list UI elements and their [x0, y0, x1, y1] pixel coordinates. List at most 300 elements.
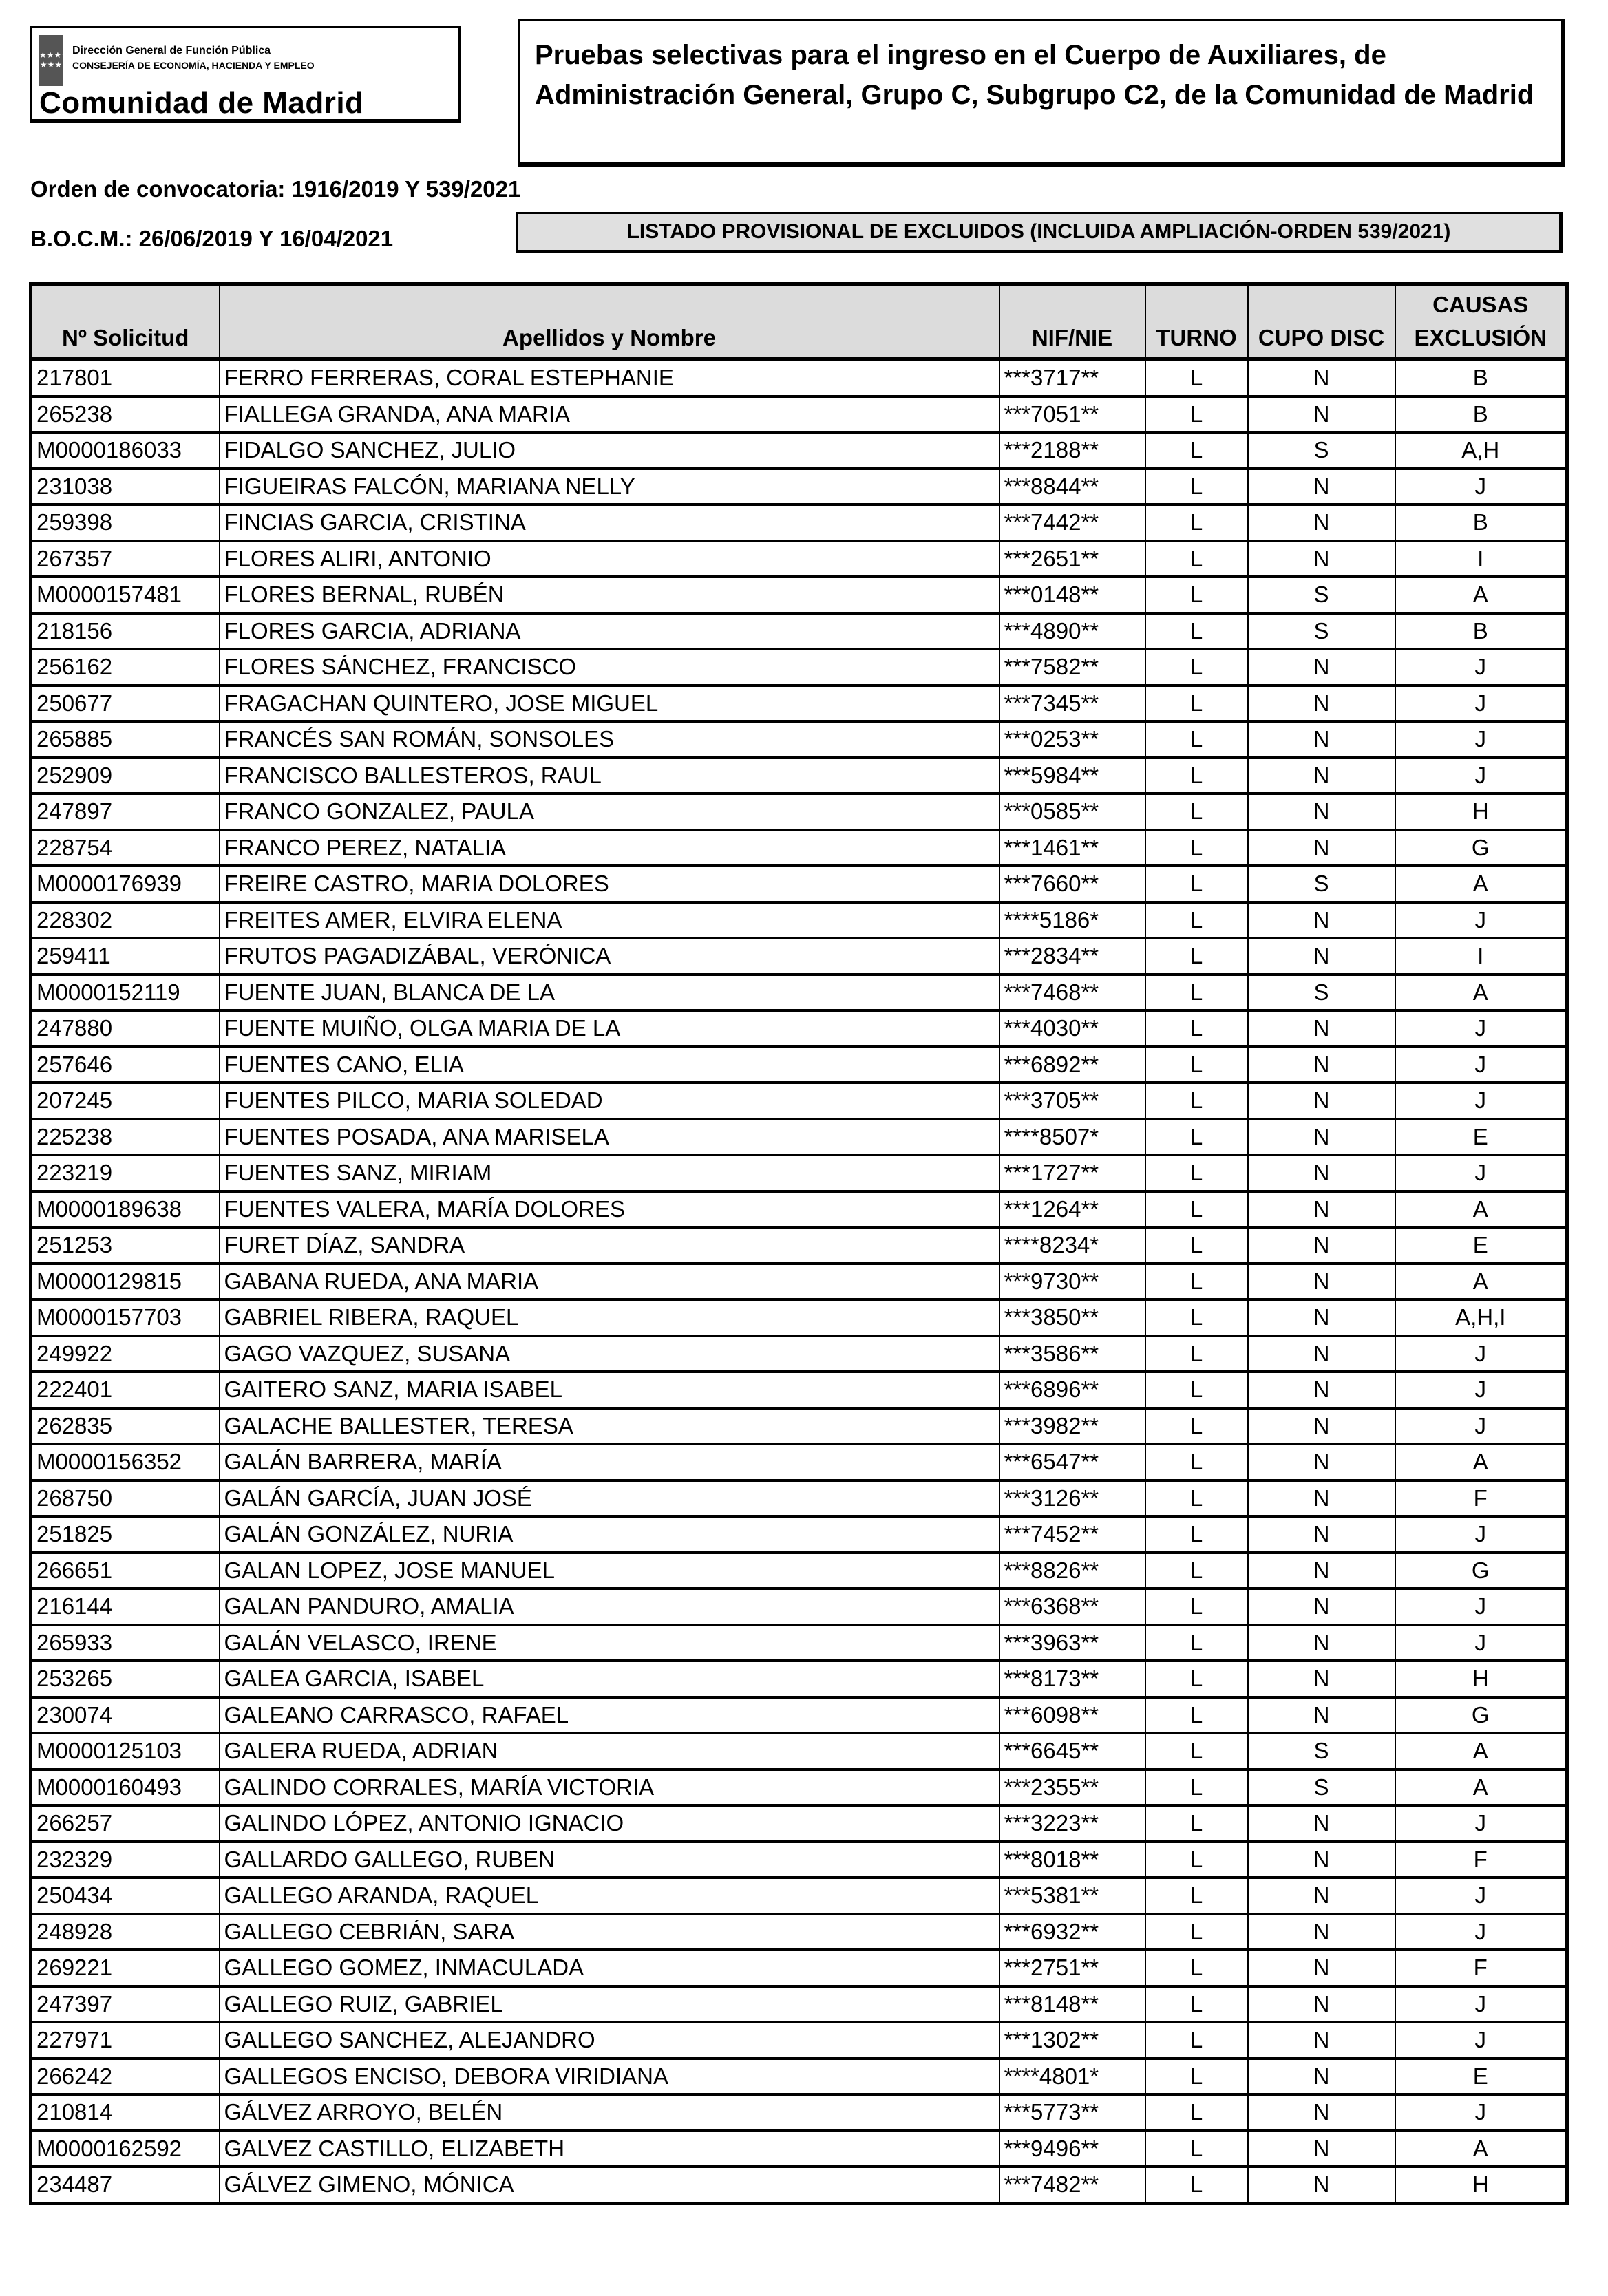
table-row	[31, 1697, 1567, 1734]
table-row	[31, 1047, 1567, 1083]
table-row	[31, 1119, 1567, 1156]
header-nombre: Apellidos y Nombre	[220, 284, 999, 360]
cell-nombre: FRANCO GONZALEZ, PAULA	[220, 794, 999, 830]
table-row	[31, 613, 1567, 650]
cell-turno: L	[1145, 2094, 1248, 2131]
cell-nombre: GALÁN GARCÍA, JUAN JOSÉ	[220, 1480, 999, 1517]
cell-solicitud: 259411	[31, 938, 220, 975]
cell-cupo-disc: N	[1248, 830, 1395, 867]
cell-nombre: FERRO FERRERAS, CORAL ESTEPHANIE	[220, 359, 999, 396]
cell-turno: L	[1145, 866, 1248, 902]
cell-solicitud: 217801	[31, 359, 220, 396]
cell-turno: L	[1145, 1408, 1248, 1445]
cell-causas: J	[1395, 1588, 1567, 1625]
cell-nombre: FUENTES PILCO, MARIA SOLEDAD	[220, 1083, 999, 1119]
cell-solicitud: 266242	[31, 2059, 220, 2095]
table-row	[31, 2059, 1567, 2095]
cell-solicitud: 266257	[31, 1805, 220, 1842]
cell-causas: H	[1395, 794, 1567, 830]
table-row	[31, 1264, 1567, 1300]
table-row	[31, 469, 1567, 505]
cell-nif: ***6932**	[999, 1914, 1145, 1950]
cell-turno: L	[1145, 2167, 1248, 2203]
table-row	[31, 721, 1567, 758]
cell-causas: A	[1395, 975, 1567, 1011]
cell-solicitud: 248928	[31, 1914, 220, 1950]
cell-turno: L	[1145, 613, 1248, 650]
table-row	[31, 830, 1567, 867]
table-row	[31, 1805, 1567, 1842]
table-row	[31, 1588, 1567, 1625]
cell-solicitud: 234487	[31, 2167, 220, 2203]
cell-nif: ***8018**	[999, 1842, 1145, 1878]
cell-solicitud: 267357	[31, 541, 220, 577]
table-row	[31, 1950, 1567, 1986]
cell-solicitud: 265885	[31, 721, 220, 758]
cell-solicitud: M0000186033	[31, 432, 220, 469]
cell-causas: J	[1395, 1805, 1567, 1842]
cell-turno: L	[1145, 2131, 1248, 2167]
cell-causas: G	[1395, 1697, 1567, 1734]
logo-directorate: Dirección General de Función Pública	[72, 45, 271, 56]
cell-nif: ***8148**	[999, 1986, 1145, 2023]
cell-solicitud: 216144	[31, 1588, 220, 1625]
cell-solicitud: 250434	[31, 1878, 220, 1914]
cell-turno: L	[1145, 938, 1248, 975]
cell-solicitud: 262835	[31, 1408, 220, 1445]
cell-causas: A	[1395, 2131, 1567, 2167]
cell-causas: J	[1395, 1914, 1567, 1950]
cell-turno: L	[1145, 1733, 1248, 1769]
cell-turno: L	[1145, 1444, 1248, 1480]
cell-cupo-disc: N	[1248, 758, 1395, 794]
cell-nif: ***0585**	[999, 794, 1145, 830]
cell-nif: ***2188**	[999, 432, 1145, 469]
cell-causas: H	[1395, 2167, 1567, 2203]
cell-causas: B	[1395, 396, 1567, 433]
cell-causas: I	[1395, 938, 1567, 975]
table-row	[31, 975, 1567, 1011]
cell-nif: ****8507*	[999, 1119, 1145, 1156]
cell-nombre: FRANCO PEREZ, NATALIA	[220, 830, 999, 867]
table-row	[31, 1227, 1567, 1264]
cell-cupo-disc: N	[1248, 1047, 1395, 1083]
cell-cupo-disc: N	[1248, 649, 1395, 685]
cell-cupo-disc: N	[1248, 794, 1395, 830]
cell-causas: J	[1395, 1878, 1567, 1914]
cell-causas: J	[1395, 649, 1567, 685]
cell-cupo-disc: N	[1248, 2167, 1395, 2203]
cell-nombre: FUENTES POSADA, ANA MARISELA	[220, 1119, 999, 1156]
cell-causas: A	[1395, 1733, 1567, 1769]
table-row	[31, 758, 1567, 794]
table-row	[31, 1191, 1567, 1228]
cell-solicitud: M0000125103	[31, 1733, 220, 1769]
cell-solicitud: 232329	[31, 1842, 220, 1878]
cell-causas: E	[1395, 2059, 1567, 2095]
table-row	[31, 541, 1567, 577]
cell-nombre: GALERA RUEDA, ADRIAN	[220, 1733, 999, 1769]
cell-turno: L	[1145, 758, 1248, 794]
cell-solicitud: 268750	[31, 1480, 220, 1517]
cell-causas: J	[1395, 758, 1567, 794]
cell-cupo-disc: N	[1248, 1299, 1395, 1336]
cell-cupo-disc: N	[1248, 2131, 1395, 2167]
cell-solicitud: 250677	[31, 685, 220, 722]
cell-solicitud: 228754	[31, 830, 220, 867]
cell-nif: ***6645**	[999, 1733, 1145, 1769]
header-solicitud: Nº Solicitud	[31, 284, 220, 360]
cell-causas: H	[1395, 1661, 1567, 1697]
cell-nif: ***7660**	[999, 866, 1145, 902]
cell-cupo-disc: N	[1248, 1914, 1395, 1950]
cell-nif: ***3850**	[999, 1299, 1145, 1336]
cell-nombre: FLORES BERNAL, RUBÉN	[220, 577, 999, 613]
table-row	[31, 1553, 1567, 1589]
cell-nombre: GALÁN VELASCO, IRENE	[220, 1625, 999, 1661]
table-row	[31, 1914, 1567, 1950]
cell-nombre: GALINDO CORRALES, MARÍA VICTORIA	[220, 1769, 999, 1806]
cell-nombre: GALLEGO ARANDA, RAQUEL	[220, 1878, 999, 1914]
cell-nif: ***7482**	[999, 2167, 1145, 2203]
cell-solicitud: 247397	[31, 1986, 220, 2023]
cell-cupo-disc: N	[1248, 1408, 1395, 1445]
cell-turno: L	[1145, 2022, 1248, 2059]
cell-causas: A,H,I	[1395, 1299, 1567, 1336]
cell-turno: L	[1145, 685, 1248, 722]
table-row	[31, 1878, 1567, 1914]
cell-cupo-disc: N	[1248, 1588, 1395, 1625]
cell-nombre: FRAGACHAN QUINTERO, JOSE MIGUEL	[220, 685, 999, 722]
cell-cupo-disc: N	[1248, 938, 1395, 975]
cell-nombre: FRUTOS PAGADIZÁBAL, VERÓNICA	[220, 938, 999, 975]
cell-nif: ***7452**	[999, 1516, 1145, 1553]
cell-causas: I	[1395, 541, 1567, 577]
cell-causas: A	[1395, 1444, 1567, 1480]
cell-causas: J	[1395, 1155, 1567, 1191]
cell-nombre: GAITERO SANZ, MARIA ISABEL	[220, 1372, 999, 1408]
cell-nombre: FUENTE MUIÑO, OLGA MARIA DE LA	[220, 1010, 999, 1047]
cell-nif: ***7051**	[999, 396, 1145, 433]
cell-turno: L	[1145, 1950, 1248, 1986]
cell-cupo-disc: N	[1248, 504, 1395, 541]
cell-nif: ****5186*	[999, 902, 1145, 939]
cell-turno: L	[1145, 1155, 1248, 1191]
cell-solicitud: M0000189638	[31, 1191, 220, 1228]
cell-causas: A	[1395, 577, 1567, 613]
cell-solicitud: M0000162592	[31, 2131, 220, 2167]
cell-cupo-disc: N	[1248, 1264, 1395, 1300]
cell-nif: ***1461**	[999, 830, 1145, 867]
cell-solicitud: M0000156352	[31, 1444, 220, 1480]
cell-causas: G	[1395, 1553, 1567, 1589]
cell-turno: L	[1145, 1083, 1248, 1119]
cell-turno: L	[1145, 1227, 1248, 1264]
cell-nombre: FIGUEIRAS FALCÓN, MARIANA NELLY	[220, 469, 999, 505]
cell-causas: J	[1395, 2094, 1567, 2131]
cell-causas: B	[1395, 359, 1567, 396]
cell-nombre: GALLEGO SANCHEZ, ALEJANDRO	[220, 2022, 999, 2059]
cell-solicitud: 253265	[31, 1661, 220, 1697]
cell-cupo-disc: N	[1248, 1480, 1395, 1517]
table-row	[31, 1842, 1567, 1878]
cell-nombre: GALLEGO GOMEZ, INMACULADA	[220, 1950, 999, 1986]
table-row	[31, 794, 1567, 830]
table-row	[31, 1372, 1567, 1408]
table-row	[31, 1661, 1567, 1697]
cell-nombre: FRANCISCO BALLESTEROS, RAUL	[220, 758, 999, 794]
table-row	[31, 1299, 1567, 1336]
cell-nif: ***3982**	[999, 1408, 1145, 1445]
cell-nif: ***3126**	[999, 1480, 1145, 1517]
cell-cupo-disc: N	[1248, 1336, 1395, 1372]
cell-nif: ****8234*	[999, 1227, 1145, 1264]
cell-cupo-disc: N	[1248, 685, 1395, 722]
cell-nombre: GALVEZ CASTILLO, ELIZABETH	[220, 2131, 999, 2167]
cell-solicitud: 256162	[31, 649, 220, 685]
cell-causas: A	[1395, 1769, 1567, 1806]
cell-cupo-disc: N	[1248, 1227, 1395, 1264]
cell-solicitud: M0000129815	[31, 1264, 220, 1300]
cell-turno: L	[1145, 1047, 1248, 1083]
table-row	[31, 396, 1567, 433]
cell-cupo-disc: N	[1248, 1878, 1395, 1914]
cell-solicitud: 269221	[31, 1950, 220, 1986]
orden-convocatoria: Orden de convocatoria: 1916/2019 Y 539/2021	[30, 176, 521, 202]
table-row	[31, 1986, 1567, 2023]
table-row	[31, 938, 1567, 975]
cell-solicitud: M0000160493	[31, 1769, 220, 1806]
logo-name: Comunidad de Madrid	[39, 86, 364, 120]
cell-causas: A	[1395, 1191, 1567, 1228]
cell-nombre: GÁLVEZ GIMENO, MÓNICA	[220, 2167, 999, 2203]
cell-nombre: GABRIEL RIBERA, RAQUEL	[220, 1299, 999, 1336]
cell-nif: ***0148**	[999, 577, 1145, 613]
cell-turno: L	[1145, 2059, 1248, 2095]
cell-nombre: FURET DÍAZ, SANDRA	[220, 1227, 999, 1264]
cell-nombre: GALAN LOPEZ, JOSE MANUEL	[220, 1553, 999, 1589]
cell-turno: L	[1145, 469, 1248, 505]
cell-nombre: FUENTE JUAN, BLANCA DE LA	[220, 975, 999, 1011]
cell-cupo-disc: N	[1248, 2094, 1395, 2131]
table-row	[31, 577, 1567, 613]
cell-turno: L	[1145, 1769, 1248, 1806]
cell-turno: L	[1145, 649, 1248, 685]
cell-solicitud: 251825	[31, 1516, 220, 1553]
cell-turno: L	[1145, 1878, 1248, 1914]
cell-causas: J	[1395, 1336, 1567, 1372]
table-row	[31, 685, 1567, 722]
cell-nif: ***9496**	[999, 2131, 1145, 2167]
cell-nif: ***7468**	[999, 975, 1145, 1011]
cell-nif: ***6098**	[999, 1697, 1145, 1734]
cell-turno: L	[1145, 794, 1248, 830]
cell-nif: ***0253**	[999, 721, 1145, 758]
cell-turno: L	[1145, 504, 1248, 541]
table-row	[31, 1010, 1567, 1047]
cell-cupo-disc: N	[1248, 1625, 1395, 1661]
cell-causas: A	[1395, 1264, 1567, 1300]
cell-causas: E	[1395, 1227, 1567, 1264]
cell-causas: J	[1395, 902, 1567, 939]
cell-turno: L	[1145, 1697, 1248, 1734]
table-row	[31, 649, 1567, 685]
cell-causas: E	[1395, 1119, 1567, 1156]
cell-turno: L	[1145, 359, 1248, 396]
cell-nif: ****4801*	[999, 2059, 1145, 2095]
cell-turno: L	[1145, 1661, 1248, 1697]
cell-nif: ***8826**	[999, 1553, 1145, 1589]
cell-causas: A	[1395, 866, 1567, 902]
table-row	[31, 2167, 1567, 2203]
cell-nif: ***8173**	[999, 1661, 1145, 1697]
table-header-row	[31, 284, 1567, 360]
cell-nif: ***1302**	[999, 2022, 1145, 2059]
cell-nombre: GALAN PANDURO, AMALIA	[220, 1588, 999, 1625]
cell-nif: ***3223**	[999, 1805, 1145, 1842]
table-row	[31, 866, 1567, 902]
cell-cupo-disc: N	[1248, 1842, 1395, 1878]
cell-turno: L	[1145, 432, 1248, 469]
cell-turno: L	[1145, 830, 1248, 867]
cell-cupo-disc: S	[1248, 1733, 1395, 1769]
cell-cupo-disc: N	[1248, 1444, 1395, 1480]
header-causas: CAUSAS EXCLUSIÓN	[1395, 284, 1567, 360]
cell-turno: L	[1145, 721, 1248, 758]
table-row	[31, 2022, 1567, 2059]
cell-turno: L	[1145, 1336, 1248, 1372]
cell-nif: ***4030**	[999, 1010, 1145, 1047]
table-row	[31, 1769, 1567, 1806]
cell-nif: ***7582**	[999, 649, 1145, 685]
cell-solicitud: 259398	[31, 504, 220, 541]
cell-nif: ***9730**	[999, 1264, 1145, 1300]
cell-turno: L	[1145, 1588, 1248, 1625]
cell-causas: J	[1395, 1986, 1567, 2023]
cell-solicitud: 222401	[31, 1372, 220, 1408]
table-row	[31, 1155, 1567, 1191]
cell-solicitud: 210814	[31, 2094, 220, 2131]
cell-nif: ***5984**	[999, 758, 1145, 794]
cell-causas: F	[1395, 1950, 1567, 1986]
cell-nif: ***2355**	[999, 1769, 1145, 1806]
cell-causas: A,H	[1395, 432, 1567, 469]
cell-nombre: GALLEGOS ENCISO, DEBORA VIRIDIANA	[220, 2059, 999, 2095]
cell-turno: L	[1145, 1191, 1248, 1228]
cell-nif: ***1727**	[999, 1155, 1145, 1191]
cell-nombre: GALÁN GONZÁLEZ, NURIA	[220, 1516, 999, 1553]
cell-solicitud: 252909	[31, 758, 220, 794]
cell-nombre: GALINDO LÓPEZ, ANTONIO IGNACIO	[220, 1805, 999, 1842]
cell-causas: J	[1395, 1010, 1567, 1047]
cell-turno: L	[1145, 1372, 1248, 1408]
cell-nif: ***5381**	[999, 1878, 1145, 1914]
cell-turno: L	[1145, 975, 1248, 1011]
cell-turno: L	[1145, 1480, 1248, 1517]
cell-turno: L	[1145, 1119, 1248, 1156]
cell-nombre: FIALLEGA GRANDA, ANA MARIA	[220, 396, 999, 433]
table-row	[31, 2131, 1567, 2167]
cell-solicitud: 266651	[31, 1553, 220, 1589]
cell-cupo-disc: N	[1248, 1950, 1395, 1986]
cell-cupo-disc: S	[1248, 613, 1395, 650]
cell-turno: L	[1145, 902, 1248, 939]
header-turno: TURNO	[1145, 284, 1248, 360]
cell-cupo-disc: S	[1248, 975, 1395, 1011]
cell-causas: G	[1395, 830, 1567, 867]
cell-cupo-disc: N	[1248, 721, 1395, 758]
table-row	[31, 1083, 1567, 1119]
cell-turno: L	[1145, 1553, 1248, 1589]
cell-nif: ***3586**	[999, 1336, 1145, 1372]
comunidad-de-madrid-logo	[30, 26, 461, 123]
table-row	[31, 359, 1567, 396]
cell-cupo-disc: S	[1248, 432, 1395, 469]
table-row	[31, 1733, 1567, 1769]
cell-causas: J	[1395, 1516, 1567, 1553]
table-row	[31, 504, 1567, 541]
cell-nif: ***6896**	[999, 1372, 1145, 1408]
cell-cupo-disc: N	[1248, 1986, 1395, 2023]
cell-cupo-disc: N	[1248, 2059, 1395, 2095]
cell-nif: ***1264**	[999, 1191, 1145, 1228]
cell-nif: ***6368**	[999, 1588, 1145, 1625]
cell-nif: ***6547**	[999, 1444, 1145, 1480]
table-row	[31, 1516, 1567, 1553]
cell-cupo-disc: N	[1248, 2022, 1395, 2059]
table-row	[31, 1408, 1567, 1445]
cell-solicitud: 247897	[31, 794, 220, 830]
cell-nombre: GALLARDO GALLEGO, RUBEN	[220, 1842, 999, 1878]
cell-cupo-disc: S	[1248, 1769, 1395, 1806]
bocm-dates: B.O.C.M.: 26/06/2019 Y 16/04/2021	[30, 226, 394, 251]
cell-cupo-disc: N	[1248, 1553, 1395, 1589]
cell-nombre: GALACHE BALLESTER, TERESA	[220, 1408, 999, 1445]
cell-nombre: GALLEGO CEBRIÁN, SARA	[220, 1914, 999, 1950]
cell-cupo-disc: N	[1248, 469, 1395, 505]
cell-nombre: GÁLVEZ ARROYO, BELÉN	[220, 2094, 999, 2131]
cell-cupo-disc: N	[1248, 1083, 1395, 1119]
cell-cupo-disc: N	[1248, 541, 1395, 577]
cell-solicitud: M0000176939	[31, 866, 220, 902]
cell-nif: ***7345**	[999, 685, 1145, 722]
cell-cupo-disc: N	[1248, 359, 1395, 396]
cell-turno: L	[1145, 1010, 1248, 1047]
cell-cupo-disc: N	[1248, 1010, 1395, 1047]
cell-solicitud: 223219	[31, 1155, 220, 1191]
cell-nombre: FUENTES CANO, ELIA	[220, 1047, 999, 1083]
cell-turno: L	[1145, 577, 1248, 613]
cell-solicitud: M0000157703	[31, 1299, 220, 1336]
cell-cupo-disc: N	[1248, 396, 1395, 433]
cell-cupo-disc: N	[1248, 1119, 1395, 1156]
cell-turno: L	[1145, 1842, 1248, 1878]
header-cupo-disc: CUPO DISC	[1248, 284, 1395, 360]
cell-causas: F	[1395, 1842, 1567, 1878]
cell-nif: ***3963**	[999, 1625, 1145, 1661]
cell-nif: ***5773**	[999, 2094, 1145, 2131]
cell-turno: L	[1145, 1516, 1248, 1553]
cell-solicitud: 225238	[31, 1119, 220, 1156]
madrid-flag-icon: ★★★★ ★★★	[39, 35, 63, 86]
cell-nombre: GALEA GARCIA, ISABEL	[220, 1661, 999, 1697]
cell-nif: ***6892**	[999, 1047, 1145, 1083]
cell-cupo-disc: N	[1248, 1661, 1395, 1697]
table-row	[31, 2094, 1567, 2131]
listado-heading: LISTADO PROVISIONAL DE EXCLUIDOS (INCLUIDA AMPLIACIÓN-ORDEN 539/2021)	[516, 212, 1563, 253]
cell-solicitud: 231038	[31, 469, 220, 505]
cell-causas: J	[1395, 685, 1567, 722]
